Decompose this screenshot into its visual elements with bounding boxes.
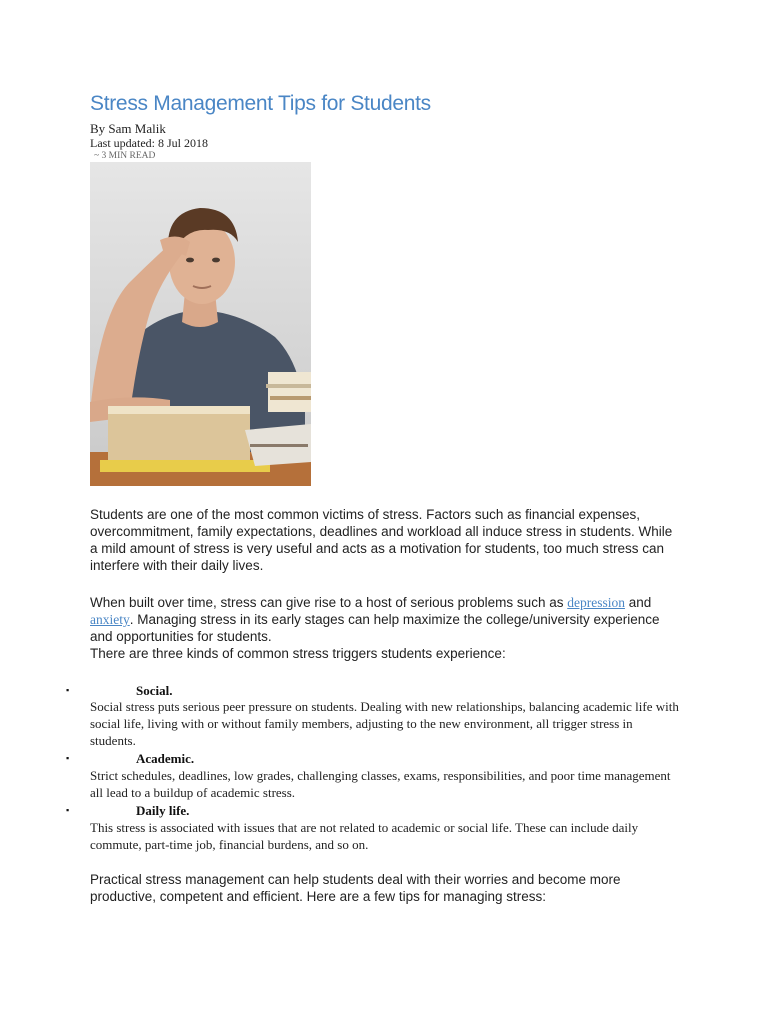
bullet-square-icon: ▪ bbox=[66, 753, 70, 763]
stressed-student-photo bbox=[90, 162, 311, 486]
trigger-heading-label: Daily life. bbox=[136, 803, 190, 818]
problems-text-after: . Managing stress in its early stages can help maximize the college/university experience and opportunities for students. bbox=[90, 612, 660, 644]
trigger-body-social: Social stress puts serious peer pressure on students. Dealing with new relationships, balancing academic life with social life, living with or without family members, adjusting to the new environment, all trigger stress in students. bbox=[90, 699, 679, 749]
problems-paragraph bbox=[90, 594, 680, 645]
intro-paragraph: Students are one of the most common victims of stress. Factors such as financial expenses, overcommitment, family expectations, deadlines and workload all induce stress in students. While a mild amount of stress is very useful and acts as a motivation for students, too much stress can interfere with their daily lives. bbox=[90, 507, 673, 573]
student-illustration bbox=[90, 162, 311, 486]
closing-paragraph: Practical stress management can help students deal with their worries and become more productive, competent and efficient. Here are a few tips for managing stress: bbox=[90, 872, 621, 904]
trigger-heading-label: Social. bbox=[136, 683, 173, 698]
bullet-square-icon: ▪ bbox=[66, 805, 70, 815]
problems-text-and: and bbox=[624, 595, 652, 610]
anxiety-link[interactable]: anxiety bbox=[90, 612, 130, 627]
trigger-heading-label: Academic. bbox=[136, 751, 195, 766]
last-updated: Last updated: 8 Jul 2018 bbox=[90, 136, 208, 150]
trigger-heading-social bbox=[66, 683, 172, 699]
author-byline: By Sam Malik bbox=[90, 121, 166, 136]
bullet-square-icon: ▪ bbox=[66, 685, 70, 695]
article-title: Stress Management Tips for Students bbox=[90, 92, 431, 115]
trigger-heading-daily-life bbox=[66, 803, 189, 819]
problems-text-before: When built over time, stress can give rise to a host of serious problems such as bbox=[90, 595, 568, 610]
depression-link[interactable]: depression bbox=[567, 595, 625, 610]
trigger-body-daily-life: This stress is associated with issues that are not related to academic or social life. These can include daily commute, part-time job, financial burdens, and so on. bbox=[90, 820, 639, 853]
read-time: ~ 3 MIN READ bbox=[94, 151, 156, 161]
trigger-body-academic: Strict schedules, deadlines, low grades, challenging classes, exams, responsibilities, and poor time management all lead to a buildup of academic stress. bbox=[90, 768, 671, 801]
trigger-heading-academic bbox=[66, 751, 194, 767]
triggers-intro: There are three kinds of common stress triggers students experience: bbox=[90, 646, 506, 661]
